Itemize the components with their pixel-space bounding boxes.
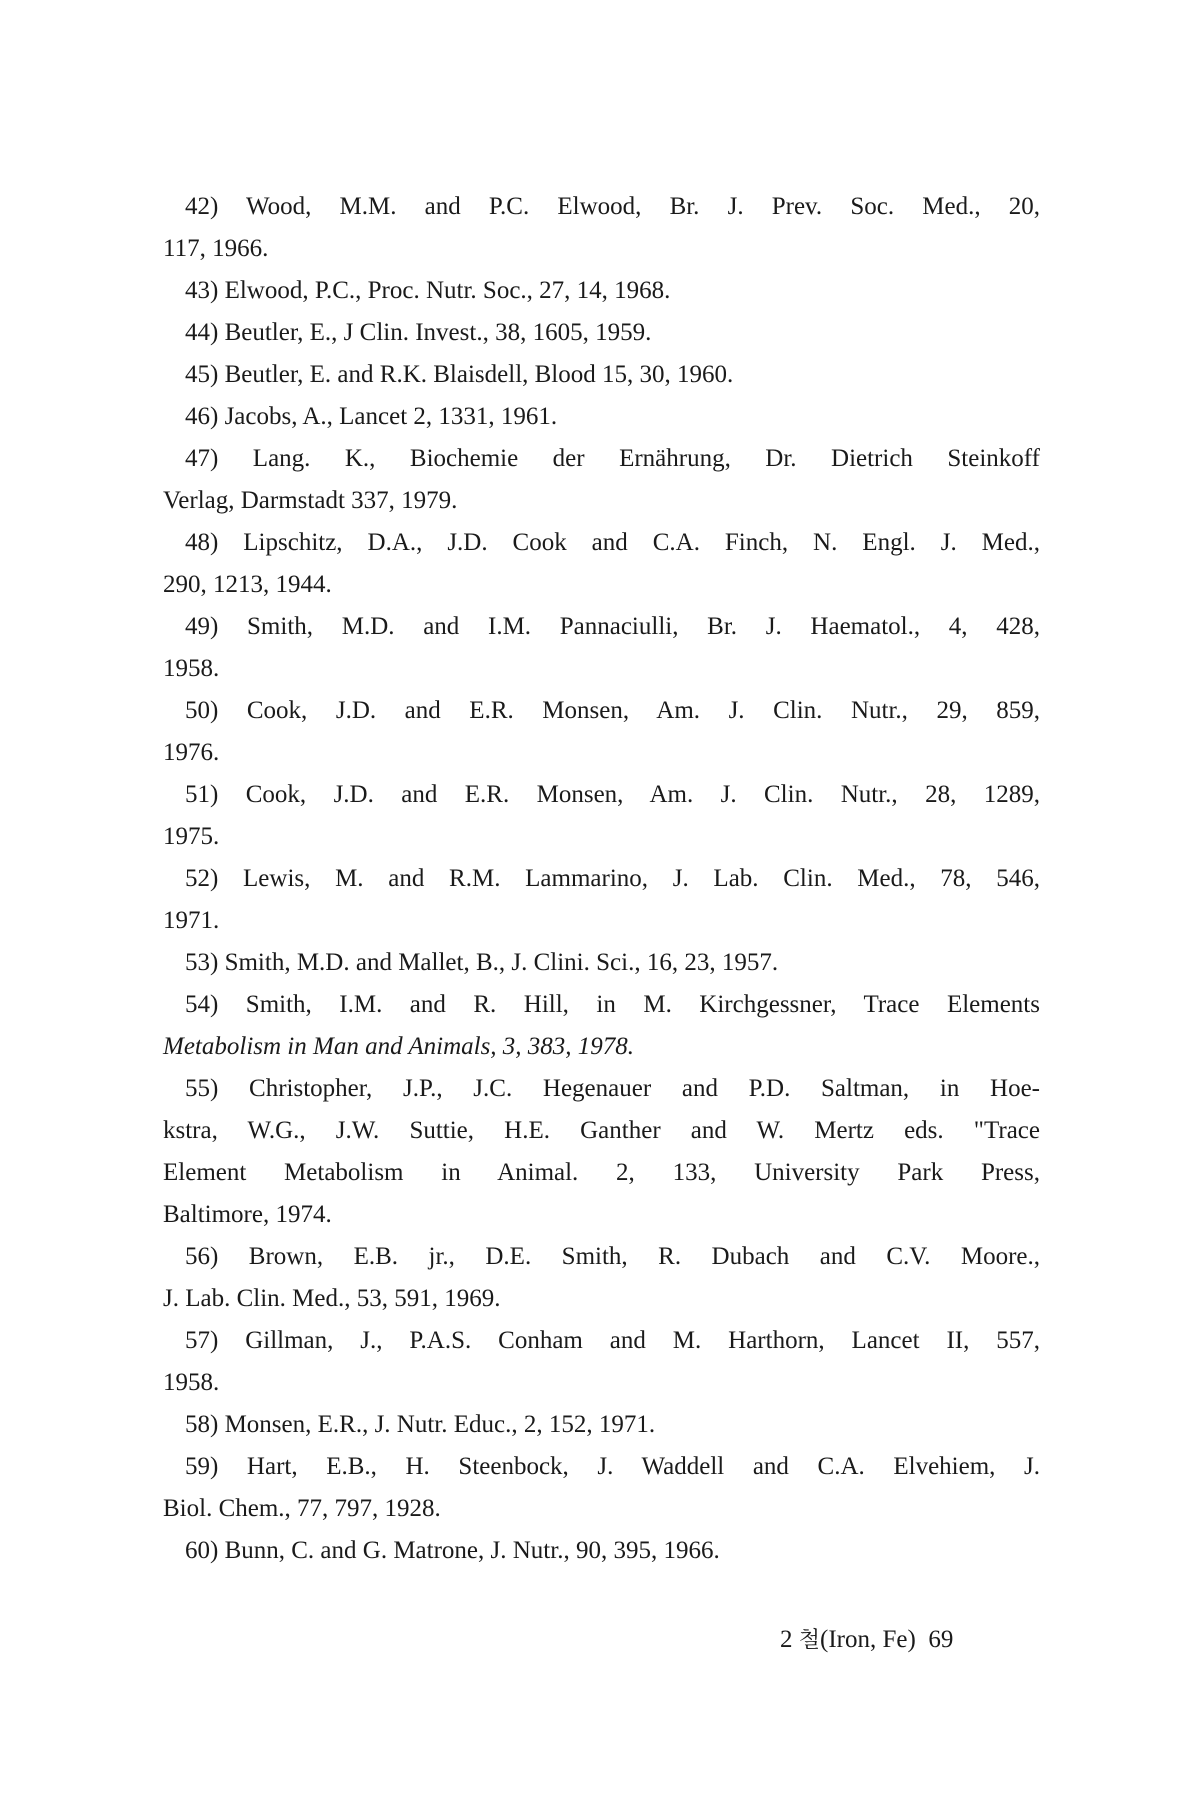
- chapter-korean-title: 철: [798, 1628, 821, 1653]
- reference-line: 48) Lipschitz, D.A., J.D. Cook and C.A. Finch, N. Engl. J. Med.,: [185, 529, 1040, 556]
- reference-48: [163, 522, 1040, 606]
- chapter-title: (Iron, Fe): [820, 1626, 916, 1653]
- reference-line: Baltimore, 1974.: [163, 1201, 332, 1228]
- reference-line: Biol. Chem., 77, 797, 1928.: [163, 1495, 441, 1522]
- reference-58: [163, 1404, 1040, 1446]
- reference-line: 46) Jacobs, A., Lancet 2, 1331, 1961.: [185, 403, 558, 430]
- reference-53: [163, 942, 1040, 984]
- reference-51: [163, 774, 1040, 858]
- reference-line: 50) Cook, J.D. and E.R. Monsen, Am. J. Clin. Nutr., 29, 859,: [185, 697, 1040, 724]
- reference-line: 55) Christopher, J.P., J.C. Hegenauer and P.D. Saltman, in Hoe-: [185, 1075, 1040, 1102]
- reference-line: 51) Cook, J.D. and E.R. Monsen, Am. J. Clin. Nutr., 28, 1289,: [185, 781, 1040, 808]
- reference-line: Element Metabolism in Animal. 2, 133, University Park Press,: [163, 1159, 1040, 1186]
- page-number: 69: [928, 1626, 954, 1653]
- reference-line: 42) Wood, M.M. and P.C. Elwood, Br. J. Prev. Soc. Med., 20,: [185, 193, 1040, 220]
- reference-line: 1958.: [163, 655, 220, 682]
- reference-line: J. Lab. Clin. Med., 53, 591, 1969.: [163, 1285, 501, 1312]
- reference-52: [163, 858, 1040, 942]
- reference-line: 44) Beutler, E., J Clin. Invest., 38, 1605, 1959.: [185, 319, 652, 346]
- reference-45: [163, 354, 1040, 396]
- reference-59: [163, 1446, 1040, 1530]
- reference-line: kstra, W.G., J.W. Suttie, H.E. Ganther and W. Mertz eds. "Trace: [163, 1117, 1040, 1144]
- reference-42: [163, 186, 1040, 270]
- reference-57: [163, 1320, 1040, 1404]
- reference-line: 53) Smith, M.D. and Mallet, B., J. Clini. Sci., 16, 23, 1957.: [185, 949, 779, 976]
- reference-line: 43) Elwood, P.C., Proc. Nutr. Soc., 27, 14, 1968.: [185, 277, 671, 304]
- reference-line: Metabolism in Man and Animals, 3, 383, 1978.: [163, 1033, 635, 1060]
- reference-line: 52) Lewis, M. and R.M. Lammarino, J. Lab. Clin. Med., 78, 546,: [185, 865, 1040, 892]
- reference-44: [163, 312, 1040, 354]
- reference-line: 1975.: [163, 823, 220, 850]
- reference-49: [163, 606, 1040, 690]
- reference-line: 47) Lang. K., Biochemie der Ernährung, Dr. Dietrich Steinkoff: [185, 445, 1040, 472]
- reference-54: [163, 984, 1040, 1068]
- reference-line: 57) Gillman, J., P.A.S. Conham and M. Harthorn, Lancet II, 557,: [185, 1327, 1040, 1354]
- reference-line: 117, 1966.: [163, 235, 269, 262]
- reference-56: [163, 1236, 1040, 1320]
- reference-line: 58) Monsen, E.R., J. Nutr. Educ., 2, 152, 1971.: [185, 1411, 656, 1438]
- reference-55: [163, 1068, 1040, 1236]
- reference-line: 1958.: [163, 1369, 220, 1396]
- reference-43: [163, 270, 1040, 312]
- reference-47: [163, 438, 1040, 522]
- reference-50: [163, 690, 1040, 774]
- reference-line: 56) Brown, E.B. jr., D.E. Smith, R. Dubach and C.V. Moore.,: [185, 1243, 1040, 1270]
- page-footer: [780, 1623, 953, 1654]
- reference-line: 49) Smith, M.D. and I.M. Pannaciulli, Br. J. Haematol., 4, 428,: [185, 613, 1040, 640]
- reference-line: 290, 1213, 1944.: [163, 571, 332, 598]
- reference-line: 60) Bunn, C. and G. Matrone, J. Nutr., 90, 395, 1966.: [185, 1537, 720, 1564]
- reference-list: [163, 186, 1040, 1572]
- reference-line: 54) Smith, I.M. and R. Hill, in M. Kirchgessner, Trace Elements: [185, 991, 1040, 1018]
- chapter-number: 2: [780, 1626, 793, 1653]
- reference-46: [163, 396, 1040, 438]
- reference-60: [163, 1530, 1040, 1572]
- reference-line: 1976.: [163, 739, 220, 766]
- reference-line: Verlag, Darmstadt 337, 1979.: [163, 487, 458, 514]
- reference-line: 1971.: [163, 907, 220, 934]
- reference-line: 45) Beutler, E. and R.K. Blaisdell, Blood 15, 30, 1960.: [185, 361, 734, 388]
- reference-line: 59) Hart, E.B., H. Steenbock, J. Waddell and C.A. Elvehiem, J.: [185, 1453, 1040, 1480]
